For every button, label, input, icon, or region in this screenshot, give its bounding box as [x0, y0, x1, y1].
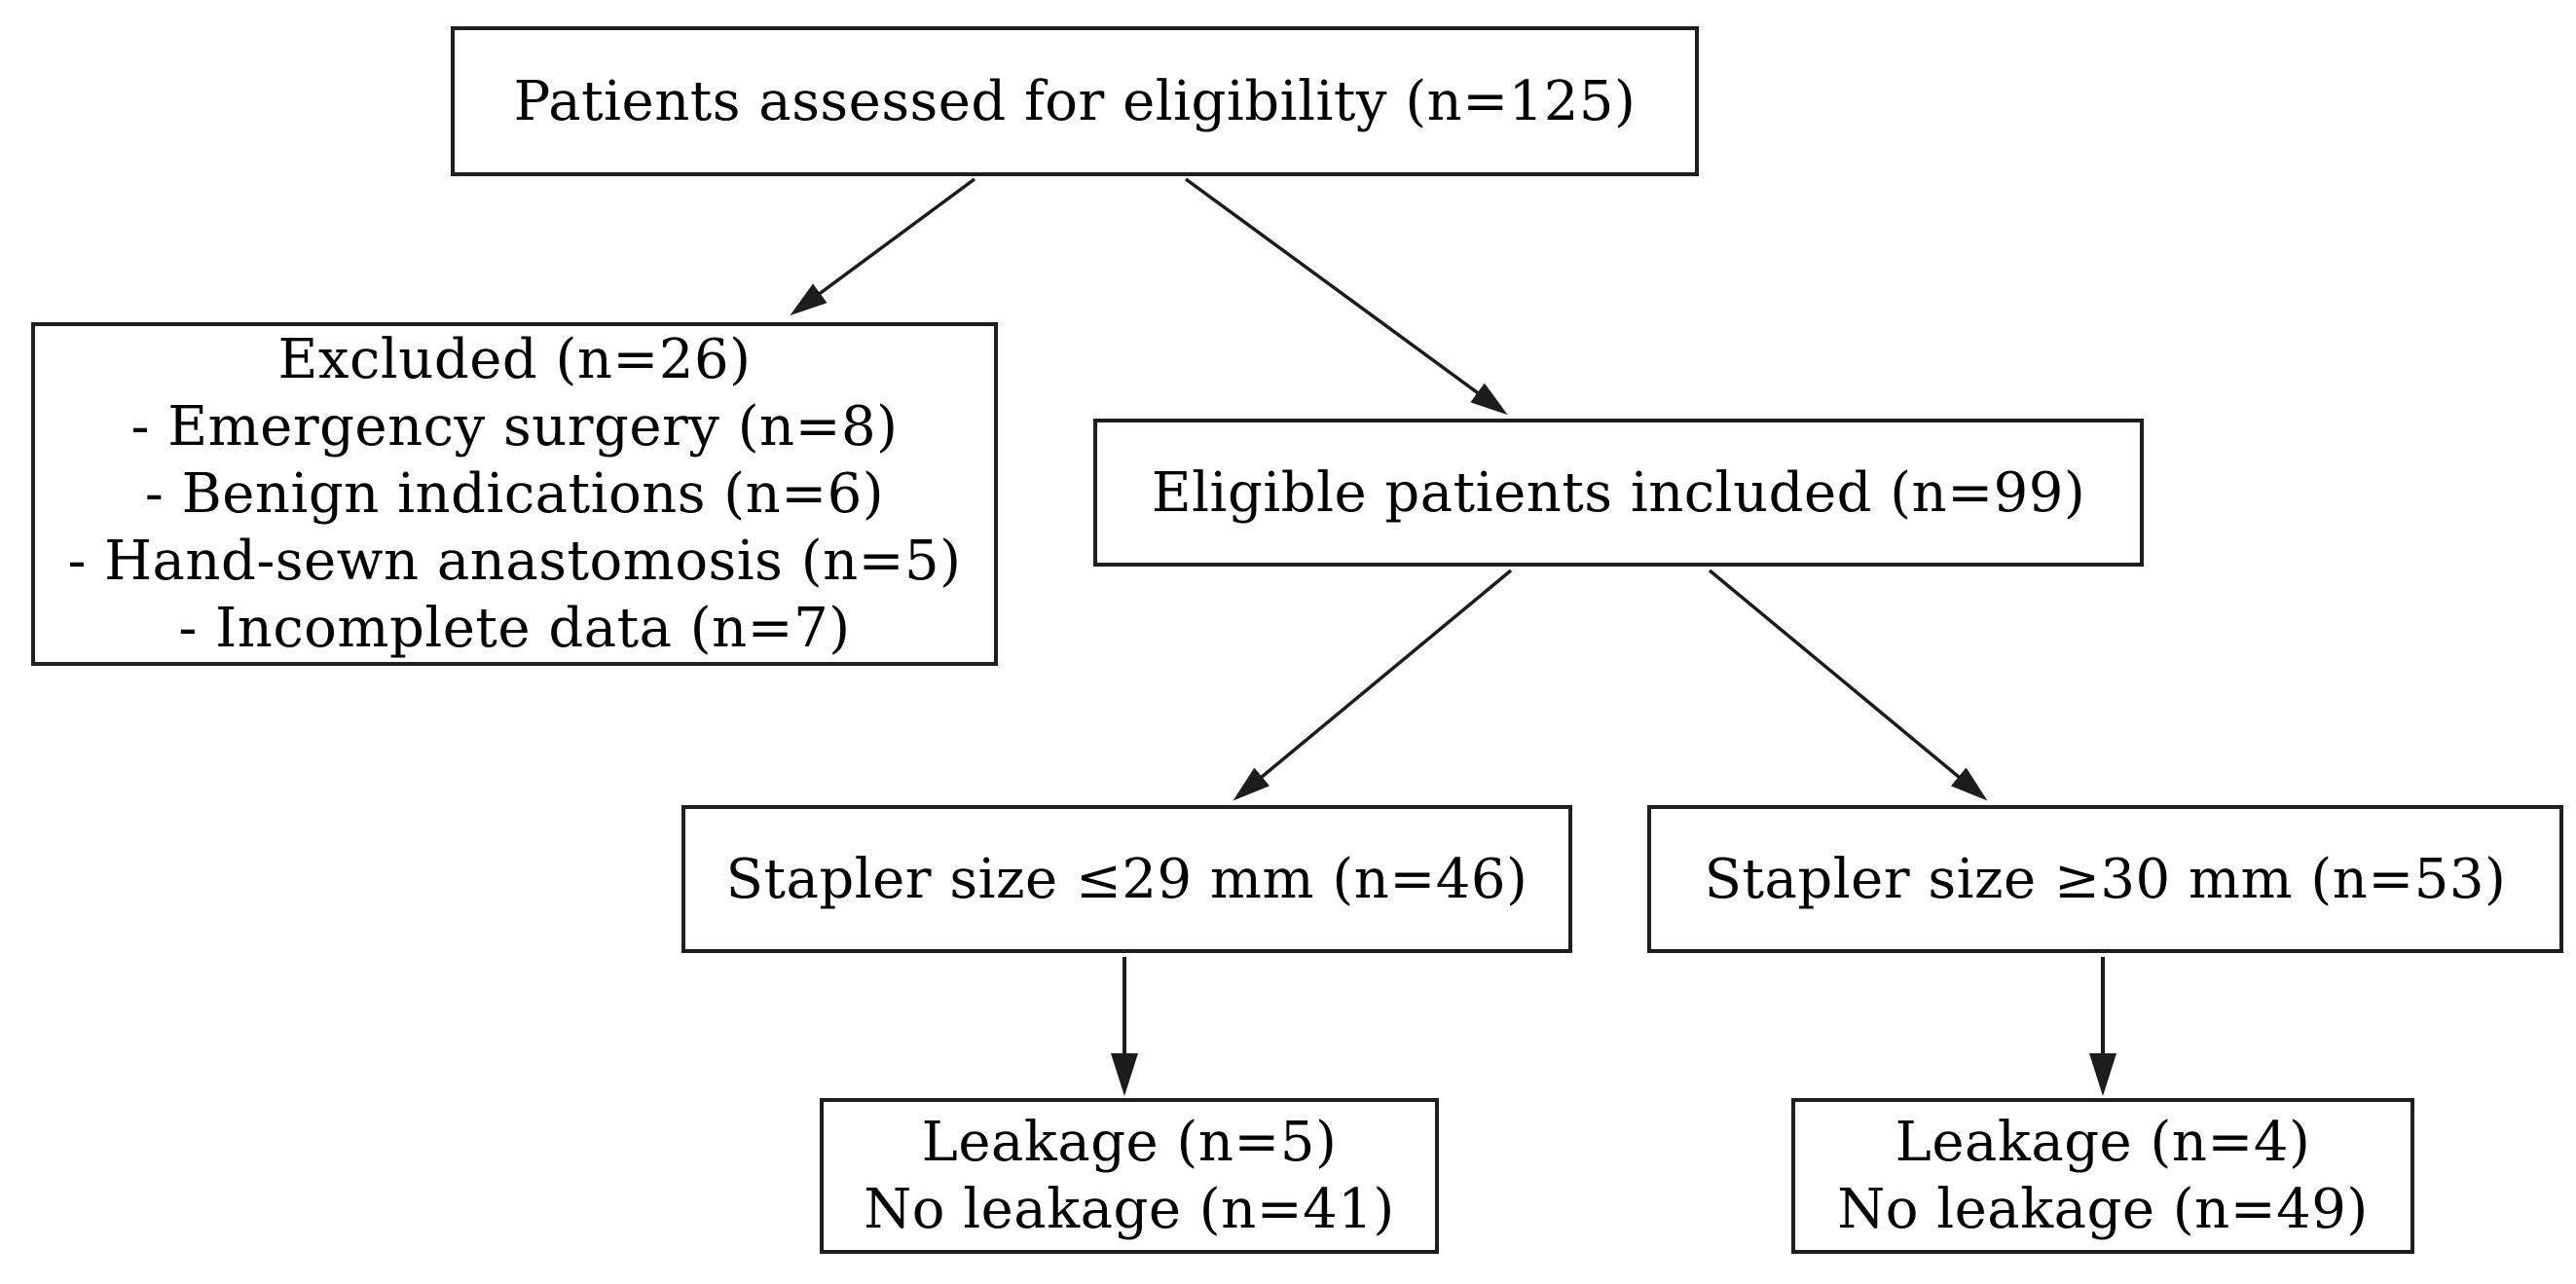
node-outcome-stapler-ge30 [1791, 1098, 2414, 1254]
node-stapler-size-ge30 [1647, 805, 2563, 953]
node-excluded-item-benign-indications: - Benign indications (n=6) [144, 462, 885, 526]
node-stapler-size-ge30-label: Stapler size ≥30 mm (n=53) [1704, 847, 2507, 911]
arrow-assessed-to-eligible [1186, 179, 1502, 411]
node-eligible-patients [1093, 419, 2144, 567]
arrow-eligible-to-stapler-large [1710, 570, 1982, 796]
node-excluded-title: Excluded (n=26) [277, 328, 752, 391]
node-patients-assessed [451, 26, 1699, 176]
node-patients-assessed-label: Patients assessed for eligibility (n=125) [513, 69, 1637, 133]
node-stapler-size-le29-label: Stapler size ≤29 mm (n=46) [725, 847, 1528, 911]
node-excluded-item-hand-sewn-anastomosis: - Hand-sewn anastomosis (n=5) [67, 530, 962, 593]
node-excluded [31, 322, 998, 666]
node-stapler-size-le29 [681, 805, 1572, 953]
node-outcome-ge30-leakage: Leakage (n=4) [1895, 1111, 2311, 1174]
node-outcome-le29-no-leakage: No leakage (n=41) [864, 1178, 1395, 1241]
node-excluded-item-emergency-surgery: - Emergency surgery (n=8) [130, 395, 899, 459]
node-excluded-item-incomplete-data: - Incomplete data (n=7) [178, 597, 851, 660]
node-eligible-patients-label: Eligible patients included (n=99) [1151, 460, 2086, 525]
node-outcome-le29-leakage: Leakage (n=5) [921, 1111, 1338, 1174]
arrow-assessed-to-excluded [795, 179, 975, 312]
node-outcome-ge30-no-leakage: No leakage (n=49) [1837, 1178, 2369, 1241]
node-outcome-stapler-le29 [820, 1098, 1439, 1254]
arrow-eligible-to-stapler-small [1238, 570, 1511, 796]
